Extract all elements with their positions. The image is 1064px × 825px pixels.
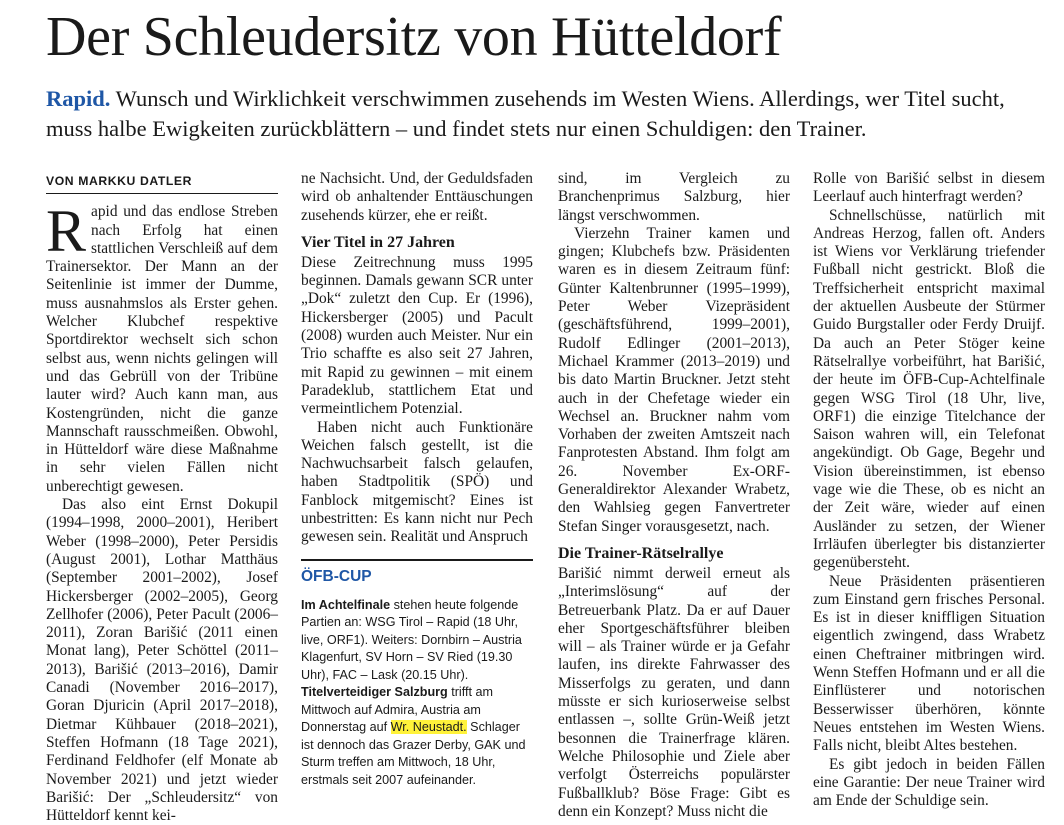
cup-info-box (301, 559, 533, 790)
paragraph: Diese Zeitrechnung muss 1995 beginnen. Damals gewann SCR unter „Dok“ zuletzt den Cup. Er (1996), Hickersberger (2005) und Pacult (2008) wurden auch Meister. Nur ein Trio schaffte es also seit 27 Jahren, mit Rapid zu gewinnen – mit einem Paradeklub, stattlichem Etat und vermeintlichem Potenzial. (301, 253, 533, 418)
byline: VON MARKKU DATLER (46, 170, 278, 194)
lead-text: Wunsch und Wirklichkeit verschwimmen zusehends im Westen Wiens. Allerdings, wer Titel sucht, muss halbe Ewigkeiten zurückblättern – und findet stets nur einen Schuldigen: den Trainer. (46, 86, 1005, 141)
paragraph: sind, im Vergleich zu Branchenprimus Salzburg, hier längst verschwommen. (558, 170, 790, 224)
article-column-2 (301, 170, 533, 800)
article-column-1 (46, 170, 278, 825)
article-column-3 (558, 170, 790, 820)
intro-paragraph (46, 198, 278, 496)
cup-box-text-1: stehen heute folgende Partien an: WSG Tirol – Rapid (18 Uhr, live, ORF1). Weiters: Dornbirn – Austria Klagenfurt, SV Horn – SV Ried (19.30 Uhr), FAC – Lask (20.15 Uhr). (301, 597, 522, 682)
subheading-raetselrallye: Die Trainer-Rätselrallye (558, 544, 724, 562)
paragraph: Vierzehn Trainer kamen und gingen; Klubchefs bzw. Präsidenten waren es in diesem Zeitraum fünf: Günter Kaltenbrunner (1995–1999), Peter Weber Vizepräsident (geschäftsführend, 1999–2001), Rudolf Edlinger (2001–2013), Michael Krammer (2013–2019) und bis dato Martin Bruckner. Jetzt steht auch in der Chefetage wieder ein Wechsel an. Bruckner nahm vom Vorhaben der zweiten Amtszeit nach Fanprotesten Abstand. Ihm folgt am 26. November Ex-ORF-Generaldirektor Alexander Wrabetz, den Wahlsieg gegen Fanvertreter Stefan Singer vorausgesetzt, nach. (558, 224, 790, 535)
paragraph: Barišić nimmt derweil erneut als „Interimslösung“ auf der Betreuerbank Platz. Da er auf Dauer eher Sportgeschäftsführer bleiben will – als Trainer würde er ja Gefahr laufen, ins direkte Fahrwasser des Misserfolgs zu geraten, und dann müsste er sich kurioserweise selbst entlassen –, sollte Grün-Weiß jetzt besonnen die Trainerfrage klären. Welche Philosophie und Ziele aber verfolgt Österreichs populärster Fußballklub? Böse Frage: Gibt es denn ein Konzept? Muss nicht die (558, 564, 790, 820)
paragraph: Es gibt jedoch in beiden Fällen eine Garantie: Der neue Trainer wird am Ende der Schuldige sein. (813, 755, 1045, 810)
paragraph: ne Nachsicht. Und, der Geduldsfaden wird ob anhaltender Enttäuschungen zusehends kürzer, ehe er reißt. (301, 170, 533, 224)
intro-text: apid und das endlose Streben nach Erfolg hat einen stattlichen Verschleiß auf dem Trainersektor. Der Mann an der Seitenlinie ist immer der Dumme, muss ausnahmslos als Erster gehen. Welcher Klubchef respektive Sportdirektor wechselt sich schon selbst aus, wenn nichts gelingen will und das Gebrüll von der Tribüne lauter wird? Auch kann man, aus Kostengründen, nicht die ganze Mannschaft rausschmeißen. Obwohl, in Hütteldorf wäre diese Maßnahme in sehr vielen Fällen nicht unberechtigt gewesen. (46, 203, 278, 495)
lead-paragraph (46, 84, 1046, 144)
cup-box-bold-1: Im Achtelfinale (301, 597, 391, 612)
paragraph: Rolle von Barišić selbst in diesem Leerlauf auch hinterfragt werden? (813, 170, 1045, 206)
cup-box-text-2: trifft am Mittwoch auf Admira, Austria am Donnerstag auf (301, 685, 493, 735)
lead-kicker: Rapid. (46, 86, 111, 111)
coach-list-paragraph: Das also eint Ernst Dokupil (1994–1998, 2000–2001), Heribert Weber (1998–2000), Peter Persidis (August 2001), Lothar Matthäus (September 2001–2002), Josef Hickersberger (2002–2005), Georg Zellhofer (2006), Peter Pacult (2006–2011), Zoran Barišić (2011 einen Monat lang), Peter Schöttel (2011–2013), Barišić (2013–2016), Damir Canadi (November 2016–2017), Goran Djuricin (April 2017–2018), Dietmar Kühbauer (2018–2021), Steffen Hofmann (18 Tage 2021), Ferdinand Feldhofer (elf Monate ab November 2021) und jetzt wieder Barišić: Der „Schleudersitz“ von Hütteldorf kennt kei- (46, 496, 278, 825)
drop-cap: R (46, 198, 87, 265)
subheading-titles: Vier Titel in 27 Jahren (301, 233, 455, 251)
cup-box-title: ÖFB-CUP (301, 567, 372, 585)
paragraph: Schnellschüsse, natürlich mit Andreas Herzog, fallen oft. Anders ist Wiens vor Verklärung triefender Fußball nicht gestrickt. Bloß die Treffsicherheit entspricht maximal der aktuellen Ausbeute der Stürmer Guido Burgstaller oder Ferdy Druijf. Da auch an Peter Stöger keine Rätselrallye vorbeiführt, hat Barišić, der heute im ÖFB-Cup-Achtelfinale gegen WSG Tirol (18 Uhr, live, ORF1) die einzige Titelchance der Saison wahren will, ein Telefonat angekündigt. Ob Gage, Begehr und Vision übereinstimmen, ist ebenso vage wie die These, ob es nicht an der Zeit wäre, wieder auf einen Ausländer zu setzen, der Wiener Irrläufen überlegter bis distanzierter gegenübersteht. (813, 206, 1045, 572)
headline: Der Schleudersitz von Hütteldorf (46, 6, 782, 68)
paragraph: Neue Präsidenten präsentieren zum Einstand gern frisches Personal. Es ist in dieser kniffligen Situation eigentlich zwingend, dass Wrabetz einen Cheftrainer mitbringen wird. Wenn Steffen Hofmann und er all die Einflüsterer und notorischen Besserwisser überhören, könnte Neues entstehen im Westen Wiens. Falls nicht, bleibt Altes bestehen. (813, 572, 1045, 755)
paragraph: Haben nicht auch Funktionäre Weichen falsch gestellt, ist die Nachwuchsarbeit falsch gelaufen, haben Stadtpolitik (SPÖ) und Fanblock mitgemischt? Eines ist unbestritten: Es kann nicht nur Pech gewesen sein. Realität und Anspruch (301, 418, 533, 546)
highlighted-text: Wr. Neustadt. (390, 720, 467, 735)
article-column-4 (813, 170, 1045, 810)
cup-box-text-3: Schlager ist dennoch das Grazer Derby, GAK und Sturm treffen am Mittwoch, 18 Uhr, erstmals seit 2007 aufeinander. (301, 720, 526, 787)
cup-box-bold-2: Titelverteidiger Salzburg (301, 685, 448, 700)
